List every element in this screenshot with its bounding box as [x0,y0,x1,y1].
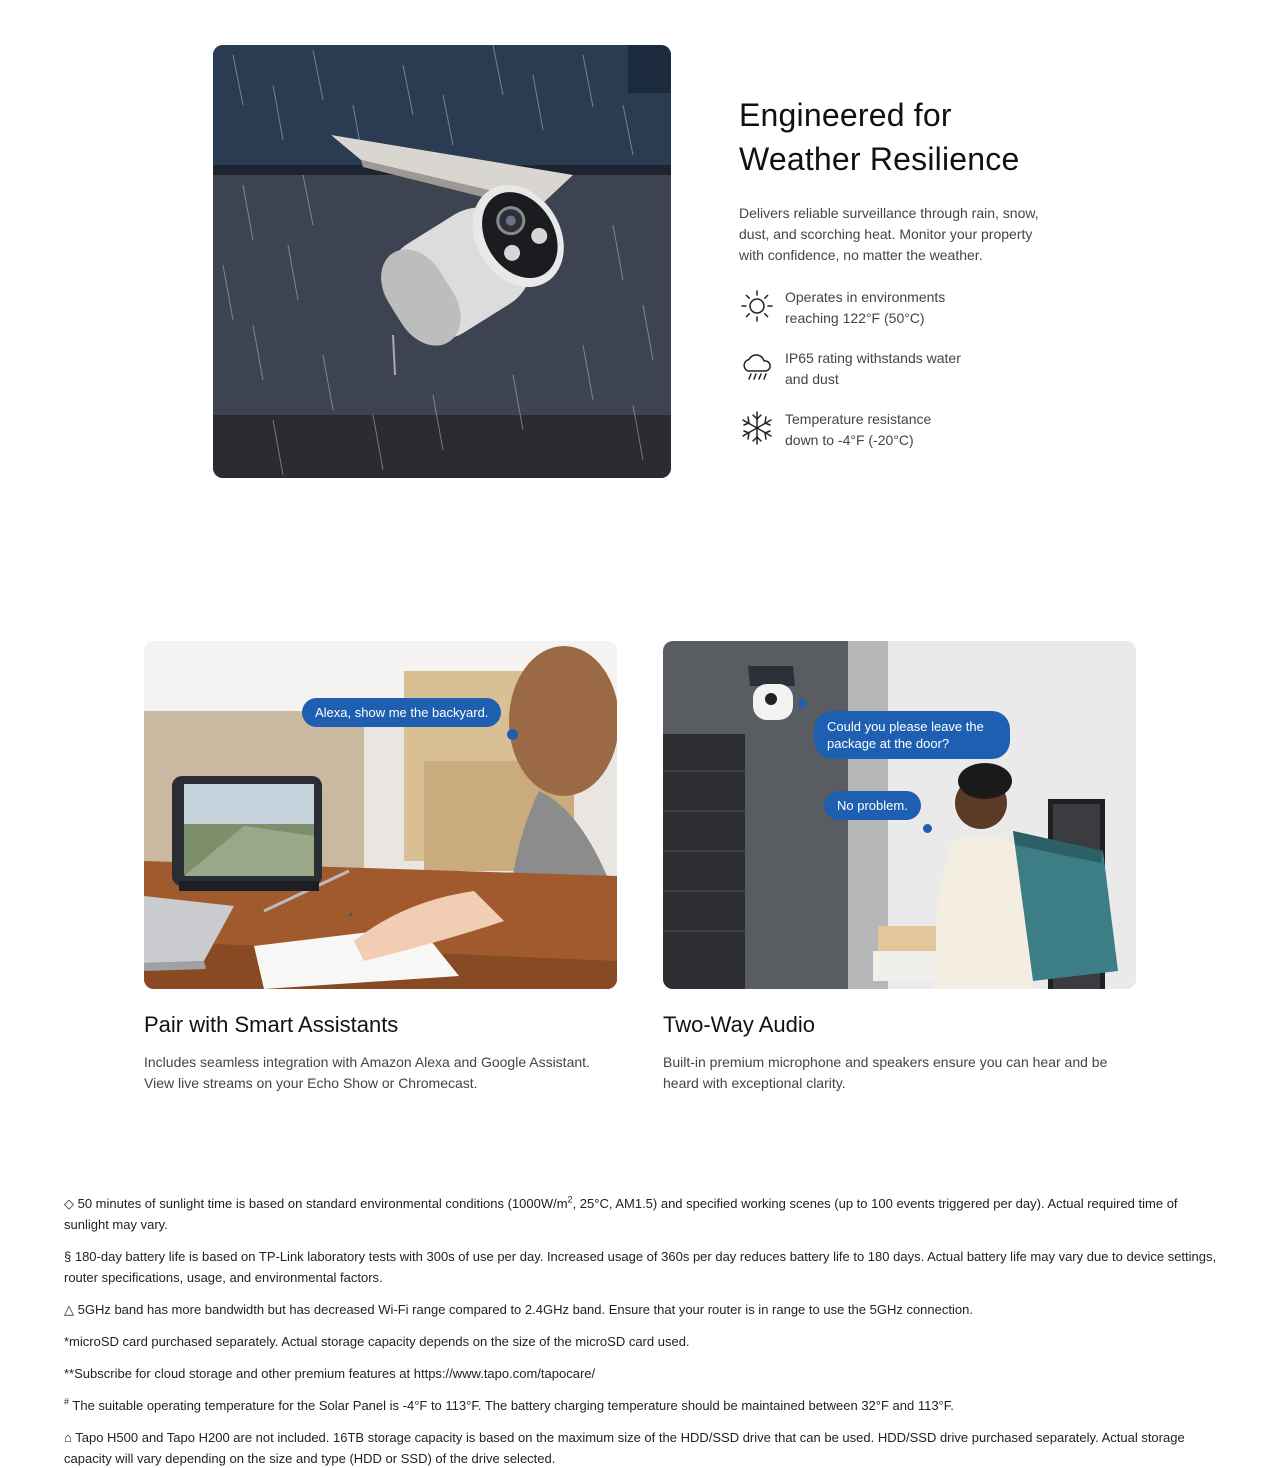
footnote-cloud: **Subscribe for cloud storage and other premium features at https://www.tapo.com/tapocare/ [64,1366,596,1381]
speech-bubble-alexa: Alexa, show me the backyard. [302,698,501,727]
camera-in-rain-image [213,45,671,478]
footnote-solar-mark: # [64,1396,70,1407]
feature-heat [739,288,1059,329]
footnotes [64,1193,1224,1468]
footnote-sunlight-part1: ◇ 50 minutes of sunlight time is based on standard environmental conditions (1000W/m [64,1196,568,1211]
speech-bubble-reply: No problem. [824,791,921,820]
rain-cloud-icon [739,349,775,385]
feature-water-text: IP65 rating withstands water and dust [785,350,961,387]
weather-description: Delivers reliable surveillance through rain, snow, dust, and scorching heat. Monitor your property with confidence, no matter the weather. [739,205,1039,263]
feature-cold-text: Temperature resistance down to -4°F (-20°C) [785,411,932,448]
footnote-battery: § 180-day battery life is based on TP-Link laboratory tests with 300s of use per day. Increased usage of 360s per day reduces battery life to 180 days. Actual battery life may vary due to device settings, router specifications, usage, and environmental factors. [64,1249,1217,1285]
weather-heading-line1: Engineered for [739,97,952,133]
speech-bubble-request: Could you please leave the package at the door? [814,711,1010,759]
weather-section [0,45,1280,478]
footnote-sunlight-part2: , 25°C, AM1.5) and specified working scenes (up to 100 events triggered per day). Actual required time of sunlight may vary. [64,1196,1178,1232]
footnote-microsd: *microSD card purchased separately. Actual storage capacity depends on the size of the microSD card used. [64,1334,690,1349]
footnote-sunlight-superscript: 2 [567,1194,573,1205]
card-description-two-way-audio: Built-in premium microphone and speakers ensure you can hear and be heard with exceptional clarity. [663,1054,1108,1091]
speech-bubble-dot [923,824,932,833]
smart-assistant-illustration [144,641,617,989]
feature-water [739,349,1059,390]
footnote-solar-text: The suitable operating temperature for the Solar Panel is -4°F to 113°F. The battery charging temperature should be maintained between 32°F and 113°F. [69,1398,954,1413]
card-title-smart-assistants: Pair with Smart Assistants [144,1012,399,1037]
speech-bubble-dot [507,729,518,740]
footnote-sunlight [64,1193,1224,1235]
card-title-two-way-audio: Two-Way Audio [663,1012,816,1037]
card-smart-assistants [144,641,617,1094]
feature-heat-text: Operates in environments reaching 122°F (50°C) [785,289,946,326]
camera-in-rain-illustration [213,45,671,478]
card-description-smart-assistants: Includes seamless integration with Amazon Alexa and Google Assistant. View live streams on your Echo Show or Chromecast. [144,1054,590,1091]
weather-heading [739,93,1059,181]
speech-bubble-dot [798,699,807,708]
snowflake-icon [739,410,775,446]
footnote-solar [64,1395,1224,1416]
sun-icon [739,288,775,324]
weather-text-block [739,93,1059,451]
footnote-wifi: △ 5GHz band has more bandwidth but has decreased Wi-Fi range compared to 2.4GHz band. Ensure that your router is in range to use the 5GHz connection. [64,1302,973,1317]
weather-heading-line2: Weather Resilience [739,141,1020,177]
two-way-audio-image [663,641,1136,989]
card-two-way-audio [663,641,1136,1094]
smart-assistant-image [144,641,617,989]
footnote-hub: ⌂ Tapo H500 and Tapo H200 are not included. 16TB storage capacity is based on the maximum size of the HDD/SSD drive that can be used. HDD/SSD drive purchased separately. Actual storage capacity will vary depending on the size and type (HDD or SSD) of the drive selected. [64,1430,1185,1466]
feature-cold [739,410,1059,451]
